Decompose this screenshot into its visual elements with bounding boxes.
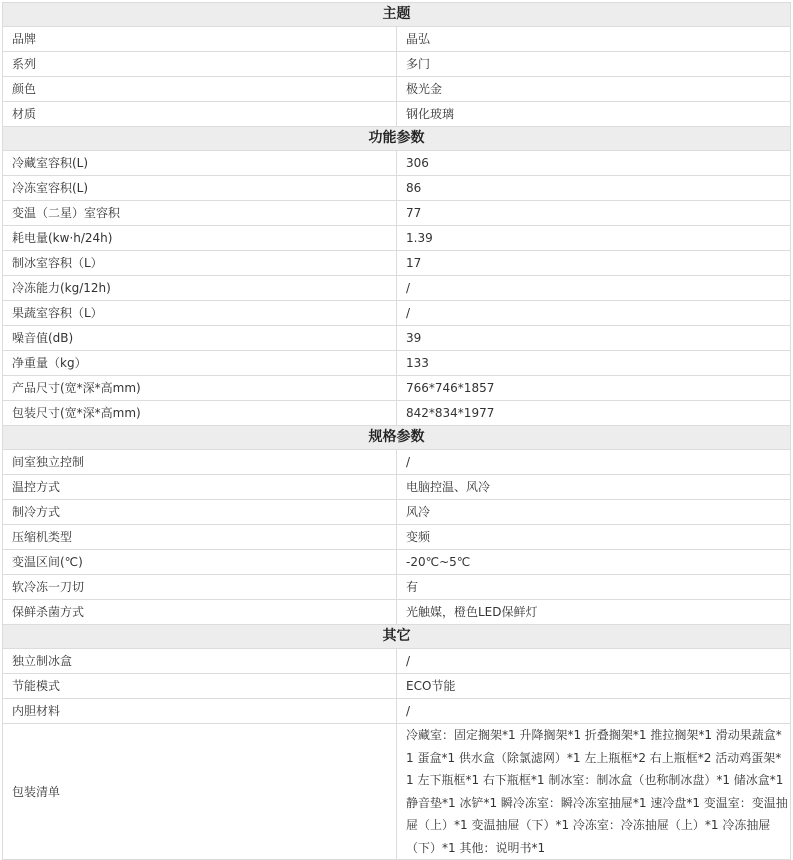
spec-row [3, 475, 791, 500]
spec-value: 光触媒，橙色LED保鲜灯 [397, 600, 791, 625]
spec-value: 冷藏室：固定搁架*1 升降搁架*1 折叠搁架*1 推拉搁架*1 滑动果蔬盒*1 蛋盒*1 供水盒（除氯滤网）*1 左上瓶框*2 右上瓶框*2 活动鸡蛋架*1 左下瓶框*1 右下瓶框*1 制冰室：制冰盒（也称制冰盘）*1 储冰盒*1 静音垫*1 冰铲*1 瞬冷冻室：瞬冷冻室抽屉*1 速冷盘*1 变温室：变温抽屉（上）*1 变温抽屉（下）*1 冷冻室：冷冻抽屉（上）*1 冷冻抽屉（下）*1 其他：说明书*1 [397, 724, 791, 860]
spec-label: 间室独立控制 [3, 450, 397, 475]
section-title: 主题 [3, 3, 791, 27]
spec-label: 变温（二星）室容积 [3, 201, 397, 226]
spec-label: 耗电量(kw·h/24h) [3, 226, 397, 251]
spec-table [2, 2, 791, 860]
spec-label: 品牌 [3, 27, 397, 52]
spec-value: 变频 [397, 525, 791, 550]
spec-value: 电脑控温、风冷 [397, 475, 791, 500]
spec-label: 制冷方式 [3, 500, 397, 525]
spec-label: 变温区间(℃) [3, 550, 397, 575]
spec-label: 净重量（kg） [3, 351, 397, 376]
spec-label: 冷冻能力(kg/12h) [3, 276, 397, 301]
spec-label: 冷冻室容积(L) [3, 176, 397, 201]
spec-row [3, 27, 791, 52]
spec-row [3, 52, 791, 77]
spec-label: 材质 [3, 102, 397, 127]
spec-value: ECO节能 [397, 674, 791, 699]
spec-value: -20℃~5℃ [397, 550, 791, 575]
spec-label: 温控方式 [3, 475, 397, 500]
spec-row [3, 251, 791, 276]
spec-value: 77 [397, 201, 791, 226]
section-title: 其它 [3, 625, 791, 649]
spec-value: 极光金 [397, 77, 791, 102]
spec-value: 1.39 [397, 226, 791, 251]
spec-row [3, 102, 791, 127]
spec-value: / [397, 699, 791, 724]
spec-value: 多门 [397, 52, 791, 77]
spec-row [3, 575, 791, 600]
spec-label: 噪音值(dB) [3, 326, 397, 351]
spec-value: / [397, 276, 791, 301]
spec-row [3, 600, 791, 625]
section-header-row [3, 625, 791, 649]
spec-label: 节能模式 [3, 674, 397, 699]
spec-label: 独立制冰盒 [3, 649, 397, 674]
spec-value: 风冷 [397, 500, 791, 525]
spec-row [3, 151, 791, 176]
spec-row [3, 724, 791, 860]
spec-row [3, 176, 791, 201]
spec-row [3, 550, 791, 575]
spec-row [3, 376, 791, 401]
spec-row [3, 301, 791, 326]
spec-value: 86 [397, 176, 791, 201]
spec-row [3, 674, 791, 699]
spec-value: 133 [397, 351, 791, 376]
spec-label: 包装尺寸(宽*深*高mm) [3, 401, 397, 426]
spec-label: 产品尺寸(宽*深*高mm) [3, 376, 397, 401]
spec-label: 制冰室容积（L） [3, 251, 397, 276]
spec-row [3, 276, 791, 301]
section-header-row [3, 426, 791, 450]
spec-row [3, 500, 791, 525]
spec-row [3, 326, 791, 351]
spec-row [3, 351, 791, 376]
spec-label: 颜色 [3, 77, 397, 102]
section-header-row [3, 3, 791, 27]
spec-value: 766*746*1857 [397, 376, 791, 401]
spec-label: 系列 [3, 52, 397, 77]
spec-value: / [397, 450, 791, 475]
spec-value: 17 [397, 251, 791, 276]
spec-value: 钢化玻璃 [397, 102, 791, 127]
spec-row [3, 201, 791, 226]
spec-value: 有 [397, 575, 791, 600]
section-title: 规格参数 [3, 426, 791, 450]
spec-row [3, 77, 791, 102]
spec-value: 39 [397, 326, 791, 351]
spec-value: 306 [397, 151, 791, 176]
spec-label: 冷藏室容积(L) [3, 151, 397, 176]
spec-row [3, 699, 791, 724]
spec-value: 晶弘 [397, 27, 791, 52]
spec-value: / [397, 301, 791, 326]
spec-value: / [397, 649, 791, 674]
section-header-row [3, 127, 791, 151]
spec-label: 保鲜杀菌方式 [3, 600, 397, 625]
spec-label: 内胆材料 [3, 699, 397, 724]
section-title: 功能参数 [3, 127, 791, 151]
spec-value: 842*834*1977 [397, 401, 791, 426]
spec-row [3, 450, 791, 475]
spec-row [3, 226, 791, 251]
spec-row [3, 525, 791, 550]
spec-label: 果蔬室容积（L） [3, 301, 397, 326]
spec-label: 压缩机类型 [3, 525, 397, 550]
spec-label: 包装清单 [3, 724, 397, 860]
spec-label: 软冷冻一刀切 [3, 575, 397, 600]
spec-row [3, 649, 791, 674]
spec-row [3, 401, 791, 426]
